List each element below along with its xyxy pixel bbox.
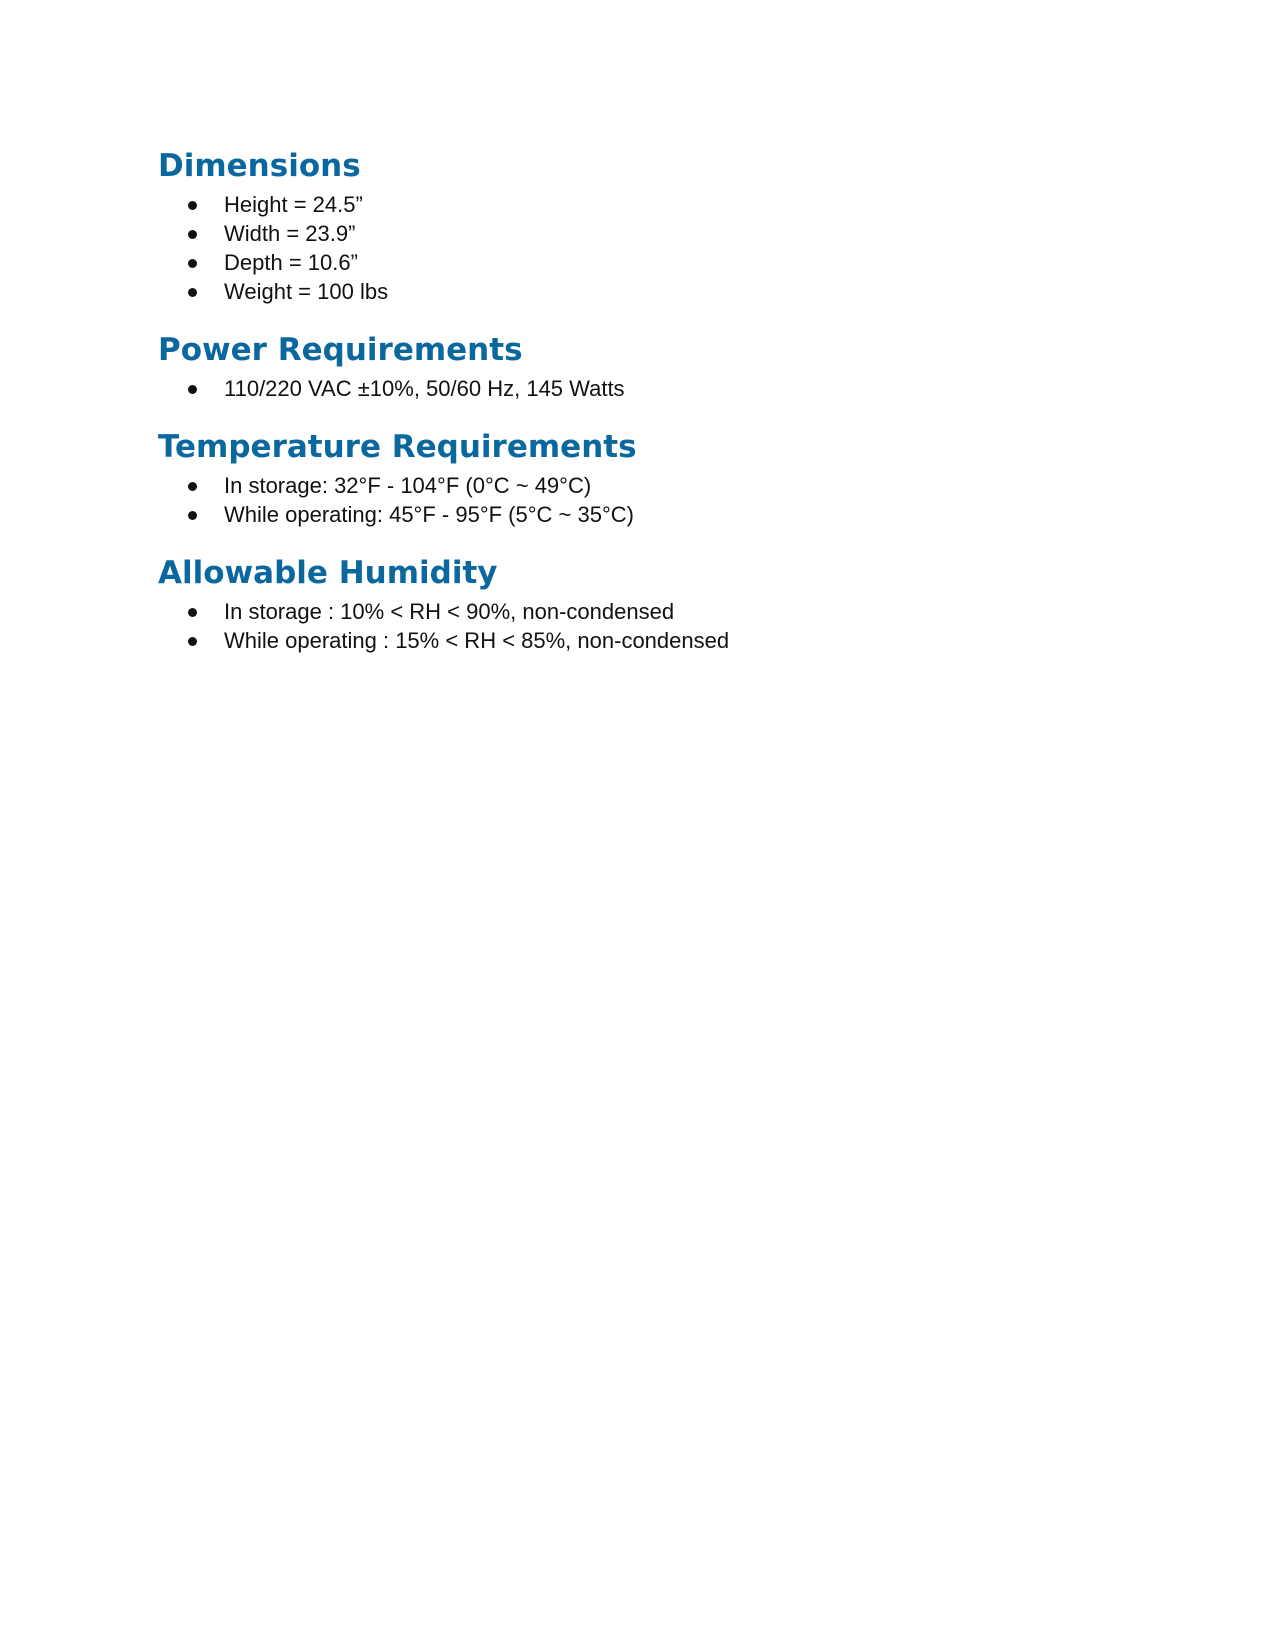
temperature-requirements-heading: Temperature Requirements	[158, 429, 637, 465]
allowable-humidity-list	[158, 597, 1118, 655]
bullet-icon	[188, 482, 197, 491]
allowable-humidity-heading: Allowable Humidity	[158, 555, 498, 591]
dimensions-section	[158, 146, 1118, 306]
list-item-text: In storage : 10% < RH < 90%, non-condensed	[224, 599, 675, 624]
list-item	[158, 248, 1118, 277]
list-item	[158, 597, 1118, 626]
temperature-requirements-section	[158, 427, 1118, 529]
bullet-icon	[188, 511, 197, 520]
dimensions-list	[158, 190, 1118, 306]
list-item-text: Weight = 100 lbs	[224, 279, 389, 304]
bullet-icon	[188, 608, 197, 617]
list-item	[158, 626, 1118, 655]
bullet-icon	[188, 385, 197, 394]
bullet-icon	[188, 288, 197, 297]
dimensions-heading: Dimensions	[158, 148, 361, 184]
list-item	[158, 190, 1118, 219]
power-requirements-list	[158, 374, 1118, 403]
temperature-requirements-list	[158, 471, 1118, 529]
list-item-text: Height = 24.5”	[224, 192, 363, 217]
list-item-text: Width = 23.9”	[224, 221, 356, 246]
document-content	[158, 146, 1118, 679]
allowable-humidity-section	[158, 553, 1118, 655]
list-item-text: While operating : 15% < RH < 85%, non-condensed	[224, 628, 730, 653]
list-item-text: In storage: 32°F - 104°F (0°C ~ 49°C)	[224, 473, 592, 498]
list-item-text: 110/220 VAC ±10%, 50/60 Hz, 145 Watts	[224, 376, 625, 401]
bullet-icon	[188, 201, 197, 210]
power-requirements-section	[158, 330, 1118, 403]
list-item	[158, 277, 1118, 306]
list-item	[158, 374, 1118, 403]
bullet-icon	[188, 637, 197, 646]
list-item-text: While operating: 45°F - 95°F (5°C ~ 35°C)	[224, 502, 634, 527]
bullet-icon	[188, 259, 197, 268]
bullet-icon	[188, 230, 197, 239]
list-item	[158, 500, 1118, 529]
power-requirements-heading: Power Requirements	[158, 332, 523, 368]
list-item	[158, 471, 1118, 500]
list-item	[158, 219, 1118, 248]
list-item-text: Depth = 10.6”	[224, 250, 358, 275]
